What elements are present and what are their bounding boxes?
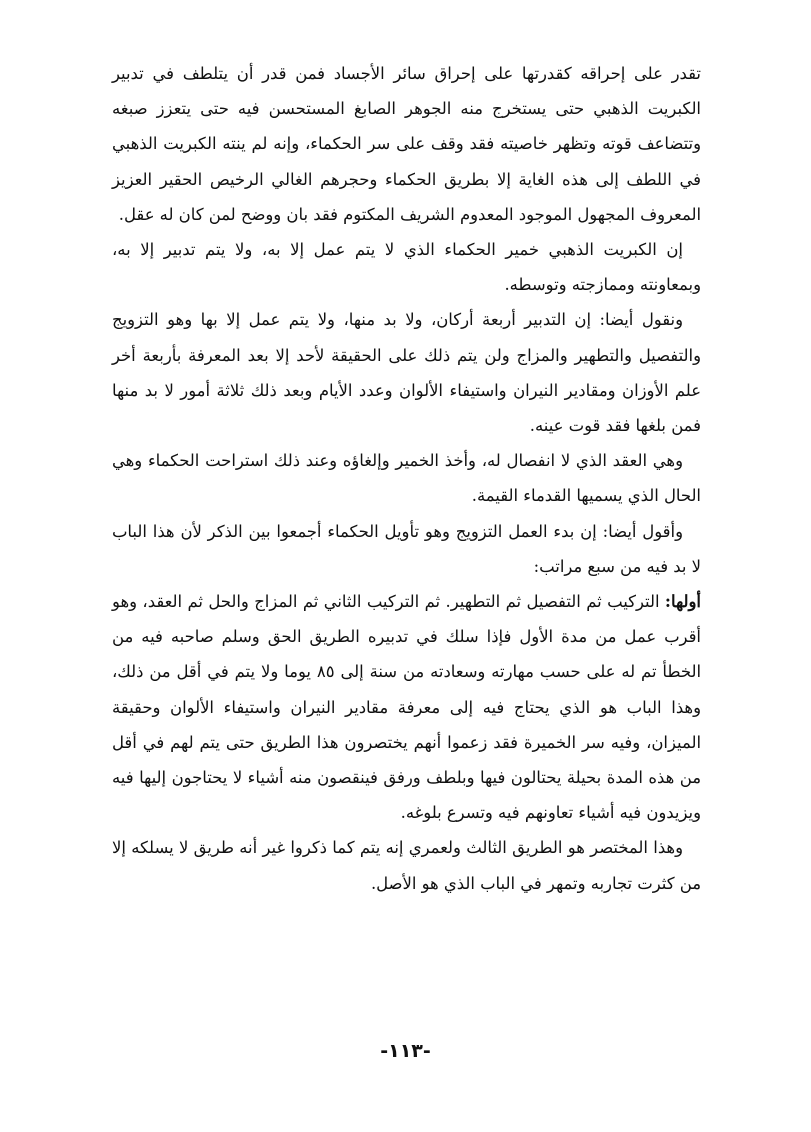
paragraph bbox=[112, 584, 701, 830]
paragraph bbox=[112, 56, 701, 232]
paragraph bbox=[112, 302, 701, 443]
paragraph-text: التركيب ثم التفصيل ثم التطهير. ثم التركيب الثاني ثم المزاج والحل ثم العقد، وهو أقرب عمل من مدة الأول فإذا سلك في تدبيره الطريق الحق وسلم صاحبه فيه من الخطأ تم له على حسب مهارته وسعادته من سنة إلى ٨٥ يوما ولا يتم في أقل من ذلك، وهذا الباب هو الذي يحتاج فيه إلى معرفة مقادير النيران واستيفاء الألوان وحقيقة الميزان، وفيه سر الخميرة فقد زعموا أنهم يختصرون هذا الطريق حتى يتم لهم في أقل من هذه المدة بحيلة يحتالون فيها وبلطف ورفق فينقصون منه أشياء لا يحتاجون إليها فيه ويزيدون فيه أشياء تعاونهم فيه وتسرع بلوغه. bbox=[112, 592, 702, 823]
paragraph bbox=[112, 830, 701, 900]
paragraph-text: وهي العقد الذي لا انفصال له، وأخذ الخمير وإلغاؤه وعند ذلك استراحت الحكماء وهي الحال الذي يسميها القدماء القيمة. bbox=[112, 451, 701, 506]
paragraph-text: إن الكبريت الذهبي خمير الحكماء الذي لا يتم عمل إلا به، ولا يتم تدبير إلا به، وبمعاونته وممازجته وتوسطه. bbox=[112, 240, 701, 295]
paragraph bbox=[112, 443, 701, 513]
page-number: -١١٣- bbox=[380, 1040, 431, 1062]
paragraph-text: تقدر على إحراقه كقدرتها على إحراق سائر الأجساد فمن قدر أن يتلطف في تدبير الكبريت الذهبي حتى يستخرج منه الجوهر الصابغ المستحسن فيه حتى يتعزز صبغه وتتضاعف قوته وتظهر خاصيته فقد وقف على سر الحكماء، وإنه لم ينته الكبريت الذهبي في اللطف إلى هذه الغاية إلا بطريق الحكماء وحجرهم الغالي الرخيص الحقير العزيز المعروف المجهول الموجود المعدوم الشريف المكتوم فقد بان ووضح لمن كان له عقل. bbox=[112, 64, 701, 224]
paragraph-text: ونقول أيضا: إن التدبير أربعة أركان، ولا بد منها، ولا يتم عمل إلا بها وهو التزويج والتفصيل والتطهير والمزاج ولن يتم ذلك على الحقيقة لأحد إلا بعد المعرفة بأربعة أخر علم الأوزان ومقادير النيران واستيفاء الألوان وعدد الأيام وبعد ذلك ثلاثة أمور لا بد منها فمن بلغها فقد قوت عينه. bbox=[112, 310, 701, 436]
paragraph bbox=[112, 232, 701, 302]
paragraph bbox=[112, 514, 701, 584]
paragraph-text: وأقول أيضا: إن بدء العمل التزويج وهو تأويل الحكماء أجمعوا بين الذكر لأن هذا الباب لا بد فيه من سبع مراتب: bbox=[112, 521, 701, 576]
paragraph-lead: أولها: bbox=[664, 592, 701, 612]
body-text bbox=[112, 56, 701, 901]
paragraph-text: وهذا المختصر هو الطريق الثالث ولعمري إنه يتم كما ذكروا غير أنه طريق لا يسلكه إلا من كثرت تجاربه وتمهر في الباب الذي هو الأصل. bbox=[112, 838, 701, 893]
